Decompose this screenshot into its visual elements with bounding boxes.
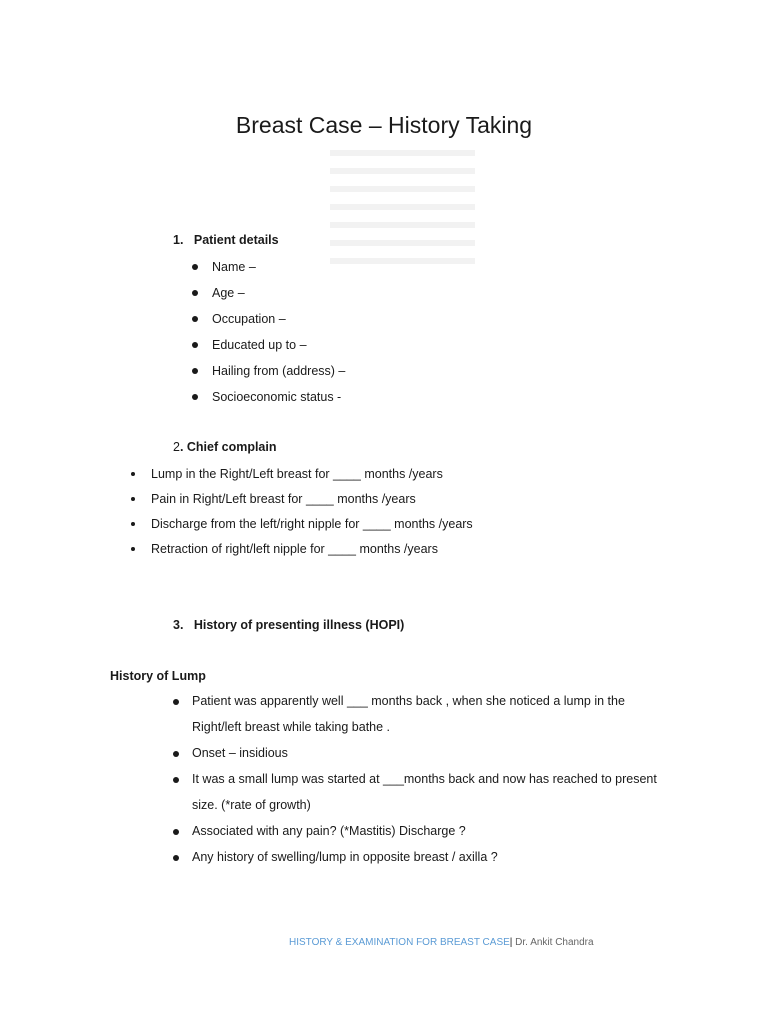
list-item	[131, 466, 631, 491]
item-text: Name –	[212, 260, 256, 274]
chief-complaint-list	[131, 466, 631, 566]
page-title: Breast Case – History Taking	[235, 112, 533, 138]
item-text: Associated with any pain? (*Mastitis) Discharge ?	[192, 824, 466, 838]
lump-heading: History of Lump	[110, 669, 206, 683]
item-text: Lump in the Right/Left breast for ____ months /years	[151, 467, 443, 481]
item-text: Onset – insidious	[192, 746, 288, 760]
footer-separator: |	[509, 937, 513, 948]
page-footer	[289, 937, 594, 948]
section2-heading	[173, 440, 277, 454]
list-item	[192, 285, 592, 311]
bullet-icon	[173, 777, 179, 783]
bullet-icon	[131, 472, 135, 476]
section1-title: Patient details	[193, 233, 279, 247]
bullet-icon	[131, 547, 135, 551]
item-text: Socioeconomic status -	[212, 390, 342, 404]
section3-title: History of presenting illness (HOPI)	[193, 618, 405, 632]
item-text: Hailing from (address) –	[212, 364, 346, 378]
bullet-icon	[173, 751, 179, 757]
bullet-icon	[131, 497, 135, 501]
list-item	[131, 516, 631, 541]
bullet-icon	[192, 394, 198, 400]
list-item	[131, 491, 631, 516]
item-text-continued: Right/left breast while taking bathe .	[192, 720, 391, 734]
bullet-icon	[192, 368, 198, 374]
item-text-continued: size. (*rate of growth)	[192, 798, 311, 812]
section1-heading	[173, 233, 279, 247]
bullet-icon	[173, 829, 179, 835]
list-item	[131, 541, 631, 566]
item-text: Educated up to –	[212, 338, 307, 352]
footer-title-link[interactable]: HISTORY & EXAMINATION FOR BREAST CASE	[289, 937, 510, 948]
list-item	[192, 363, 592, 389]
patient-details-list	[192, 259, 592, 415]
section3-heading	[173, 618, 404, 632]
item-text: Retraction of right/left nipple for ____ months /years	[151, 542, 438, 556]
bullet-icon	[192, 264, 198, 270]
bullet-icon	[192, 342, 198, 348]
bullet-icon	[173, 855, 179, 861]
list-item	[192, 311, 592, 337]
list-item	[192, 389, 592, 415]
list-item	[192, 259, 592, 285]
item-text: Any history of swelling/lump in opposite breast / axilla ?	[192, 850, 498, 864]
bullet-icon	[131, 522, 135, 526]
item-text: Patient was apparently well ___ months back , when she noticed a lump in the	[192, 694, 625, 708]
bullet-icon	[192, 316, 198, 322]
item-text: Occupation –	[212, 312, 286, 326]
watermark	[330, 150, 475, 275]
section2-number: 2	[173, 440, 180, 454]
bullet-icon	[173, 699, 179, 705]
bullet-icon	[192, 290, 198, 296]
section2-title: . Chief complain	[179, 440, 277, 454]
list-item	[192, 337, 592, 363]
section1-number: 1.	[173, 233, 184, 247]
item-text: Discharge from the left/right nipple for ____ months /years	[151, 517, 473, 531]
footer-author: Dr. Ankit Chandra	[512, 937, 594, 948]
section3-number: 3.	[173, 618, 184, 632]
item-text: Age –	[212, 286, 245, 300]
item-text: It was a small lump was started at ___months back and now has reached to present	[192, 772, 657, 786]
item-text: Pain in Right/Left breast for ____ months /years	[151, 492, 416, 506]
